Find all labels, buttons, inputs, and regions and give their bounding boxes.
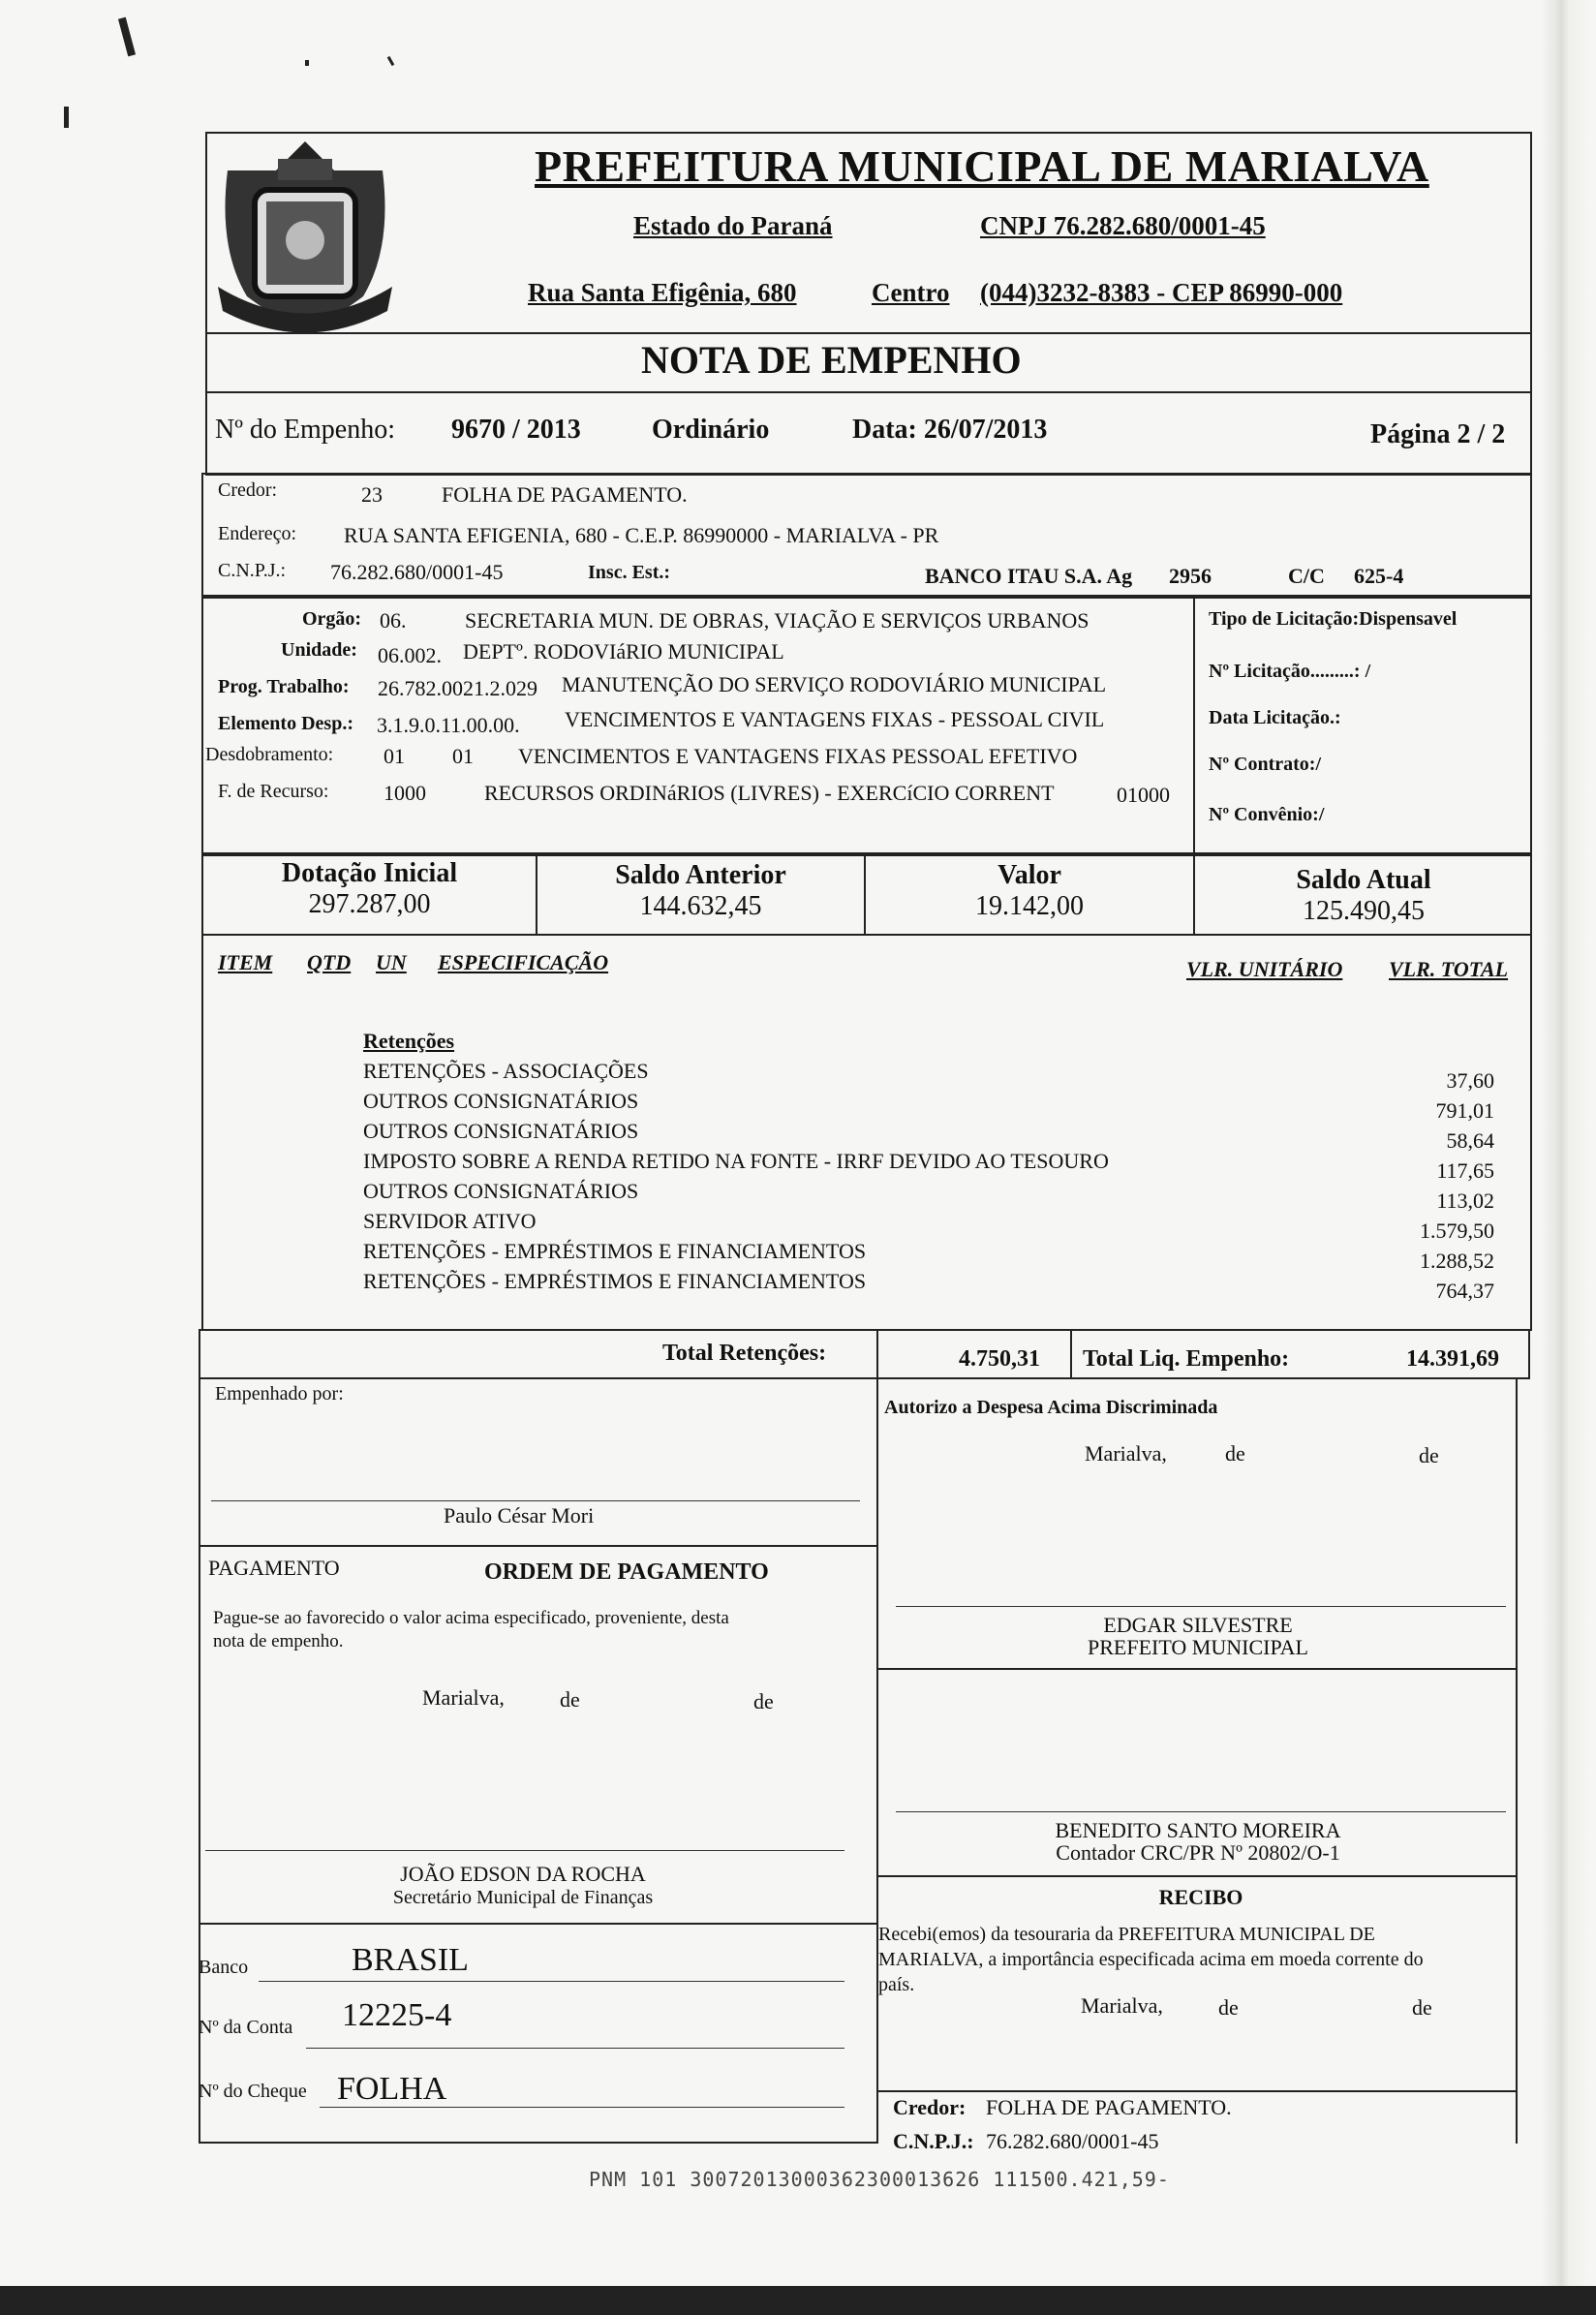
scan-mark (305, 60, 309, 66)
numero-convenio: Nº Convênio:/ (1209, 804, 1325, 825)
retencao-value: 117,65 (1436, 1158, 1494, 1183)
banco-label: Banco (199, 1957, 249, 1978)
col-especificacao: ESPECIFICAÇÃO (438, 950, 609, 974)
recibo-credor-label: Credor: (893, 2095, 967, 2119)
retencao-desc: OUTROS CONSIGNATÁRIOS (363, 1119, 639, 1143)
credor-label: Credor: (218, 479, 278, 501)
itens-left-border (201, 934, 203, 1331)
contador-signature-line (896, 1811, 1506, 1812)
secretario-cargo: Secretário Municipal de Finanças (392, 1887, 654, 1908)
total-liquido-label: Total Liq. Empenho: (1083, 1346, 1290, 1372)
recibo-de-2: de (1412, 1995, 1432, 2020)
footer-check-code: PNM 101 30072013000362300013626 111500.421,59- (589, 2168, 1170, 2191)
cc-label: C/C (1288, 564, 1325, 588)
pagamento-label: PAGAMENTO (208, 1556, 340, 1580)
prefeito-cargo: PREFEITO MUNICIPAL (1088, 1635, 1308, 1659)
valor-value: 19.142,00 (975, 891, 1084, 921)
scan-edge (1540, 0, 1588, 2315)
secretario-signature-line (205, 1850, 844, 1851)
secretario-nome: JOÃO EDSON DA ROCHA (400, 1862, 646, 1886)
empenhado-signature-line (211, 1500, 860, 1501)
header-divider (205, 332, 1532, 334)
total-retencoes-value: 4.750,31 (959, 1346, 1040, 1372)
banco-top-border (199, 1923, 876, 1925)
retencao-value: 791,01 (1435, 1098, 1494, 1123)
recibo-title: RECIBO (1158, 1885, 1243, 1909)
autorizo-de-2: de (1419, 1443, 1439, 1467)
empenho-number-label: Nº do Empenho: (215, 415, 395, 445)
retencao-value: 764,37 (1435, 1279, 1494, 1303)
empenhado-por-label: Empenhado por: (215, 1383, 344, 1404)
prog-code: 26.782.0021.2.029 (378, 676, 537, 700)
col-un: UN (376, 950, 407, 974)
recibo-text-1: Recebi(emos) da tesouraria da PREFEITURA MUNICIPAL DE (878, 1924, 1375, 1945)
contador-cargo: Contador CRC/PR Nº 20802/O-1 (1056, 1840, 1340, 1865)
credor-cnpj-label: C.N.P.J.: (218, 560, 287, 581)
col-qtd: QTD (307, 950, 352, 974)
retencoes-title: Retenções (363, 1029, 455, 1053)
retencao-value: 113,02 (1436, 1188, 1494, 1213)
col-item: ITEM (218, 950, 273, 974)
recurso-desc: RECURSOS ORDINáRIOS (LIVRES) - EXERCíCIO CORRENT (484, 781, 1055, 805)
empenhado-nome: Paulo César Mori (444, 1503, 595, 1528)
retencao-desc: IMPOSTO SOBRE A RENDA RETIDO NA FONTE - IRRF DEVIDO AO TESOURO (363, 1149, 1109, 1173)
scan-mark (64, 107, 69, 128)
saldo-anterior-value: 144.632,45 (639, 891, 762, 921)
conta-value: 12225-4 (342, 1997, 452, 2033)
agencia-number: 2956 (1169, 564, 1212, 588)
municipality-title: PREFEITURA MUNICIPAL DE MARIALVA (535, 141, 1429, 191)
autorizo-text: Autorizo a Despesa Acima Discriminada (884, 1397, 1218, 1418)
municipal-crest-icon (208, 132, 402, 335)
retencao-value: 1.579,50 (1420, 1219, 1494, 1243)
municipality-phone-cep: (044)3232-8383 - CEP 86990-000 (980, 278, 1343, 307)
cc-number: 625-4 (1354, 564, 1404, 588)
recurso-code: 1000 (384, 781, 426, 805)
credor-code: 23 (361, 482, 383, 507)
contador-nome: BENEDITO SANTO MOREIRA (1055, 1818, 1341, 1842)
recibo-cnpj-value: 76.282.680/0001-45 (986, 2129, 1159, 2153)
saldo-atual-value: 125.490,45 (1303, 896, 1425, 926)
retencao-value: 1.288,52 (1420, 1249, 1494, 1273)
banco-line (259, 1981, 844, 1982)
pague-se-text-2: nota de empenho. (213, 1631, 344, 1651)
cheque-label: Nº do Cheque (199, 2081, 307, 2102)
credor-recibo-top-border (876, 2090, 1518, 2092)
recibo-text-2: MARIALVA, a importância especificada acima em moeda corrente do (878, 1949, 1424, 1970)
recibo-top-border (876, 1875, 1518, 1877)
retencao-desc: RETENÇÕES - EMPRÉSTIMOS E FINANCIAMENTOS (363, 1269, 867, 1293)
endereco-label: Endereço: (218, 523, 297, 544)
retencao-value: 58,64 (1446, 1128, 1494, 1153)
empenho-type: Ordinário (652, 415, 770, 445)
data-licitacao: Data Licitação.: (1209, 707, 1341, 728)
pagamento-top-border (199, 1545, 876, 1547)
prog-desc: MANUTENÇÃO DO SERVIÇO RODOVIÁRIO MUNICIPAL (562, 672, 1107, 696)
desdobramento-code-2: 01 (452, 744, 474, 768)
numero-contrato: Nº Contrato:/ (1209, 754, 1322, 775)
retencao-desc: OUTROS CONSIGNATÁRIOS (363, 1179, 639, 1203)
tipo-licitacao: Tipo de Licitação:Dispensavel (1209, 608, 1458, 630)
itens-right-border (1530, 934, 1532, 1331)
municipality-cnpj: CNPJ 76.282.680/0001-45 (980, 211, 1266, 240)
totais-divider-2 (1070, 1329, 1072, 1379)
totais-divider-1 (876, 1329, 878, 1379)
elemento-desc: VENCIMENTOS E VANTAGENS FIXAS - PESSOAL CIVIL (565, 707, 1105, 731)
recurso-label: F. de Recurso: (218, 781, 329, 802)
desdobramento-code-1: 01 (384, 744, 405, 768)
recibo-marialva: Marialva, (1081, 1993, 1163, 2018)
empenho-number: 9670 / 2013 (451, 415, 581, 445)
retencao-desc: SERVIDOR ATIVO (363, 1209, 537, 1233)
empenho-date: Data: 26/07/2013 (852, 415, 1048, 445)
recibo-cnpj-label: C.N.P.J.: (893, 2129, 974, 2153)
municipality-address: Rua Santa Efigênia, 680 (528, 278, 797, 307)
unidade-code: 06.002. (378, 643, 442, 667)
licitacao-divider (1193, 595, 1195, 856)
banco-value: BRASIL (352, 1942, 469, 1978)
orgao-desc: SECRETARIA MUN. DE OBRAS, VIAÇÃO E SERVIÇOS URBANOS (465, 608, 1090, 633)
elemento-code: 3.1.9.0.11.00.00. (377, 713, 520, 737)
prefeito-bottom-border (876, 1668, 1518, 1670)
desdobramento-desc: VENCIMENTOS E VANTAGENS FIXAS PESSOAL EFETIVO (518, 744, 1078, 768)
col-vlr-unitario: VLR. UNITÁRIO (1186, 957, 1343, 981)
cheque-value: FOLHA (337, 2071, 447, 2107)
totais-box (199, 1329, 1530, 1379)
elemento-label: Elemento Desp.: (218, 713, 353, 734)
saldo-atual-label: Saldo Atual (1296, 865, 1431, 895)
ordem-pagamento-title: ORDEM DE PAGAMENTO (484, 1559, 769, 1585)
sig-right-border (1516, 1377, 1518, 2144)
insc-est-label: Insc. Est.: (588, 562, 671, 583)
unidade-desc: DEPTº. RODOVIáRIO MUNICIPAL (463, 639, 784, 664)
retencao-desc: OUTROS CONSIGNATÁRIOS (363, 1089, 639, 1113)
credor-cnpj: 76.282.680/0001-45 (330, 560, 504, 584)
state-name: Estado do Paraná (633, 211, 833, 240)
desdobramento-label: Desdobramento: (205, 744, 334, 765)
pague-se-text-1: Pague-se ao favorecido o valor acima especificado, proveniente, desta (213, 1608, 729, 1628)
credor-name: FOLHA DE PAGAMENTO. (442, 482, 688, 507)
col-vlr-total: VLR. TOTAL (1389, 957, 1509, 981)
total-retencoes-label: Total Retenções: (662, 1341, 827, 1366)
document-title: NOTA DE EMPENHO (641, 338, 1022, 382)
total-liquido-value: 14.391,69 (1406, 1346, 1499, 1372)
numero-licitacao: Nº Licitação.........: / (1209, 661, 1371, 682)
autorizo-de-1: de (1225, 1441, 1245, 1466)
recibo-de-1: de (1218, 1995, 1239, 2020)
recurso-code-2: 01000 (1117, 783, 1170, 807)
banco-agencia-label: BANCO ITAU S.A. Ag (925, 564, 1133, 588)
prog-label: Prog. Trabalho: (218, 676, 350, 697)
dotacao-inicial-value: 297.287,00 (308, 889, 431, 919)
retencao-desc: RETENÇÕES - ASSOCIAÇÕES (363, 1059, 649, 1083)
pagamento-de-1: de (560, 1687, 580, 1712)
retencao-value: 37,60 (1446, 1068, 1494, 1093)
recibo-text-3: país. (878, 1974, 915, 1995)
prefeito-nome: EDGAR SILVESTRE (1103, 1613, 1293, 1637)
orgao-code: 06. (380, 608, 407, 633)
nota-divider (205, 391, 1532, 393)
saldo-anterior-label: Saldo Anterior (615, 860, 786, 890)
retencao-desc: RETENÇÕES - EMPRÉSTIMOS E FINANCIAMENTOS (363, 1239, 867, 1263)
conta-line (306, 2048, 844, 2049)
conta-label: Nº da Conta (199, 2017, 293, 2038)
recibo-credor-value: FOLHA DE PAGAMENTO. (986, 2095, 1232, 2119)
prefeito-signature-line (896, 1606, 1506, 1607)
orgao-label: Orgão: (302, 608, 362, 630)
sig-center-divider (876, 1377, 878, 2144)
unidade-label: Unidade: (281, 639, 357, 661)
scan-bottom-edge (0, 2286, 1596, 2315)
sig-bottom-border (199, 2142, 876, 2144)
autorizo-marialva: Marialva, (1085, 1441, 1167, 1466)
dotacao-inicial-label: Dotação Inicial (281, 858, 458, 888)
pagamento-marialva: Marialva, (422, 1685, 505, 1710)
pagamento-de-2: de (753, 1689, 774, 1713)
municipality-district: Centro (872, 278, 950, 307)
page-number: Página 2 / 2 (1370, 419, 1506, 449)
endereco-value: RUA SANTA EFIGENIA, 680 - C.E.P. 86990000 - MARIALVA - PR (344, 523, 939, 547)
valor-label: Valor (998, 860, 1061, 890)
